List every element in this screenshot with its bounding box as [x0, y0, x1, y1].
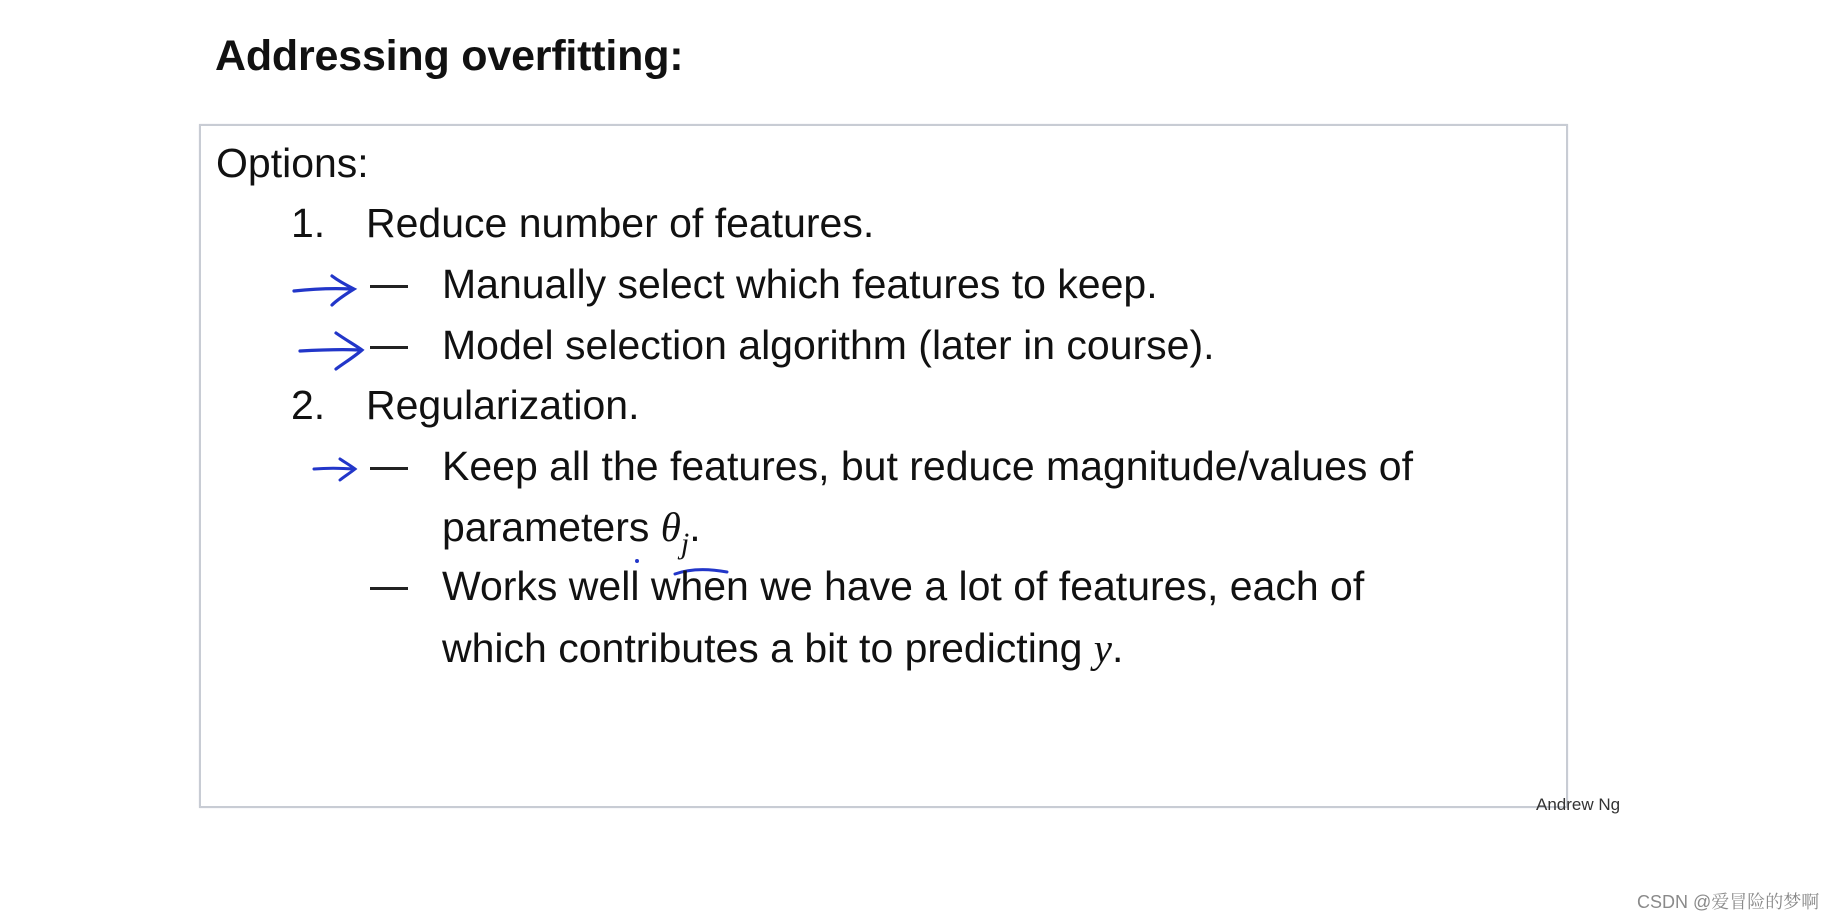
author-credit: Andrew Ng: [1536, 795, 1621, 814]
item-number-2: 2.: [291, 382, 326, 428]
subitem-text-line1: Works well when we have a lot of features, each of: [442, 563, 1365, 609]
theta-subscript: j: [680, 527, 690, 560]
bullet-dash: [370, 587, 408, 590]
options-label: Options:: [216, 140, 369, 186]
arrow-annotation-icon: [298, 330, 366, 372]
subitem-text: Model selection algorithm (later in course).: [442, 322, 1215, 368]
subitem-text-line2: [442, 624, 1123, 672]
item-text-2: Regularization.: [366, 382, 640, 428]
theta-symbol: θ: [660, 504, 681, 550]
subitem-text-prefix: which contributes a bit to predicting: [442, 625, 1094, 671]
bullet-dash: [370, 285, 408, 288]
subitem-text-prefix: parameters: [442, 504, 661, 550]
item-text-1: Reduce number of features.: [366, 200, 875, 246]
arrow-annotation-icon: [312, 455, 358, 483]
y-symbol: y: [1093, 625, 1112, 671]
watermark: CSDN @爱冒险的梦啊: [1637, 892, 1820, 912]
subitem-text-line1: Keep all the features, but reduce magnitude/values of: [442, 443, 1413, 489]
bullet-dash: [370, 346, 408, 349]
subitem-text-suffix: .: [1112, 625, 1124, 671]
subitem-text-line2: [442, 503, 701, 560]
subitem-text: Manually select which features to keep.: [442, 261, 1158, 307]
bullet-dash: [370, 467, 408, 470]
item-number-1: 1.: [291, 200, 326, 246]
arrow-annotation-icon: [292, 272, 358, 308]
slide-title: Addressing overfitting:: [215, 32, 684, 80]
subitem-text-suffix: .: [689, 504, 701, 550]
